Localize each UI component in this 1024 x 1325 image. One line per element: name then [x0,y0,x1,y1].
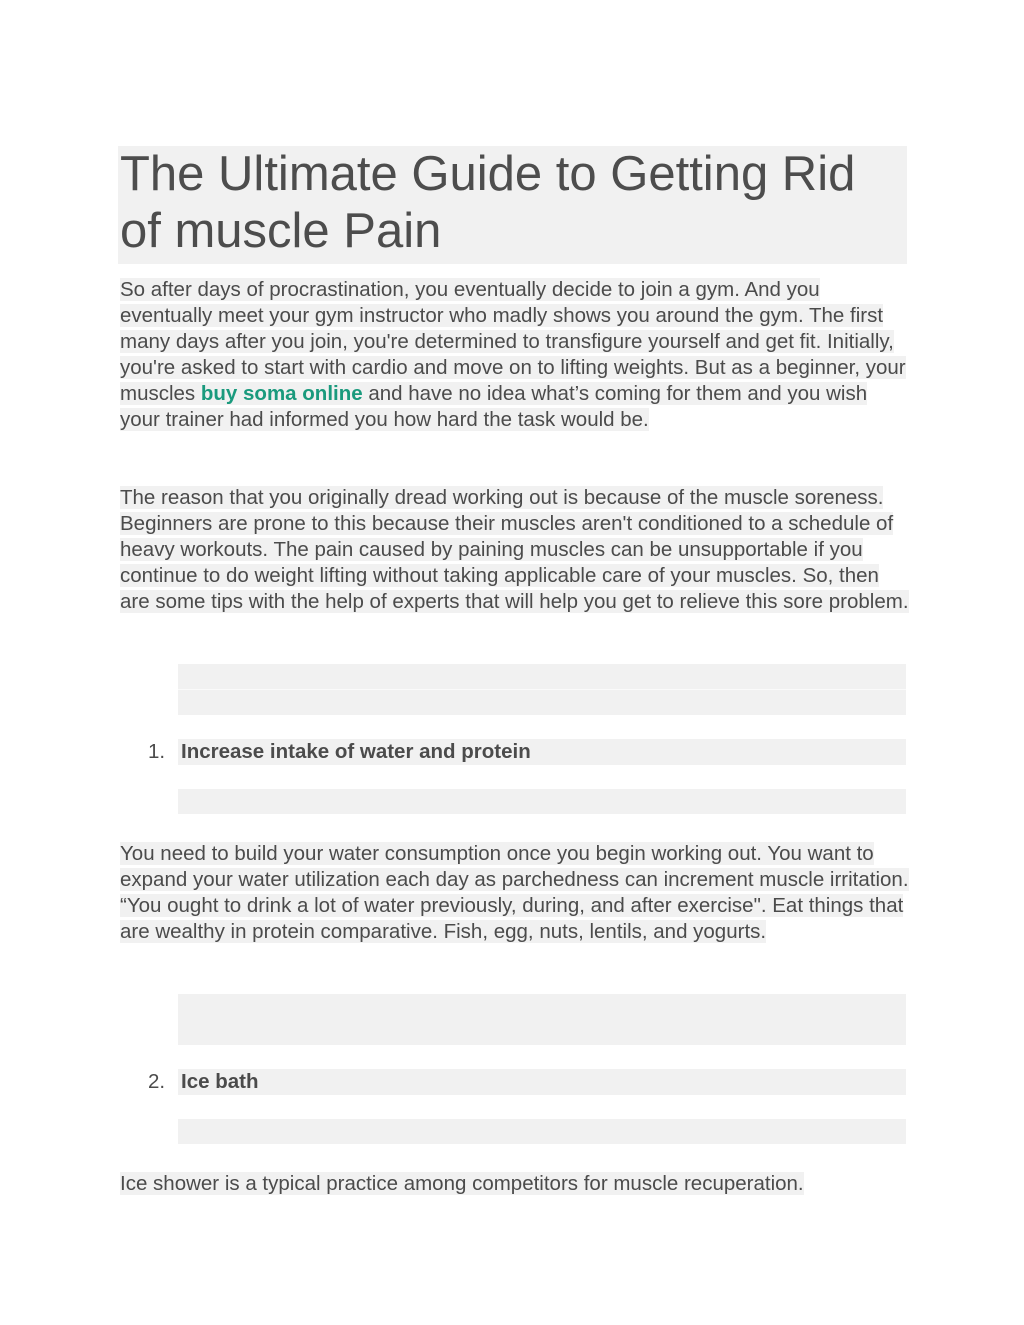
reason-paragraph-text: The reason that you originally dread working out is because of the muscle soreness. Beginners are prone to this because their muscles aren't conditioned to a schedule of heavy workouts. The pain caused by paining muscles can be unsupportable if you continue to do weight lifting without taking applicable care of your muscles. So, then are some tips with the help of experts that will help you get to relieve this sore problem. [120,486,909,613]
tip-1-body [120,841,910,945]
empty-block-highlight [178,1119,906,1144]
tip-2-heading: Ice bath [181,1070,259,1093]
tip-1-heading: Increase intake of water and protein [181,740,531,763]
intro-text-after-link: and have no idea what’s coming for them and you wish your trainer had informed you how hard the task would be. [120,382,868,431]
empty-block-divider [178,689,906,690]
intro-paragraph [120,277,910,433]
empty-block-highlight [178,994,906,1045]
intro-text-before-link: So after days of procrastination, you eventually decide to join a gym. And you eventually meet your gym instructor who madly shows you around the gym. The first many days after you join, you're determined to transfigure yourself and get fit. Initially, you're asked to start with cardio and move on to lifting weights. But as a beginner, your muscles [120,278,906,405]
tip-1-heading-row [0,739,1024,765]
buy-soma-online-link[interactable]: buy soma online [200,382,363,405]
tip-2-body-text: Ice shower is a typical practice among competitors for muscle recuperation. [120,1172,804,1195]
empty-block-highlight [178,789,906,814]
tip-2-highlight [178,1069,906,1095]
tip-1-number: 1. [148,740,166,763]
reason-paragraph [120,485,910,615]
page-title: The Ultimate Guide to Getting Rid of muscle Pain [118,146,907,264]
tip-2-number: 2. [148,1070,166,1093]
tip-2-body [120,1171,910,1197]
tip-1-body-text: You need to build your water consumption once you begin working out. You want to expand your water utilization each day as parchedness can increment muscle irritation. “You ought to drink a lot of water previously, during, and after exercise". Eat things that are wealthy in protein comparative. Fish, egg, nuts, lentils, and yogurts. [120,842,909,943]
tip-2-heading-row [0,1069,1024,1095]
